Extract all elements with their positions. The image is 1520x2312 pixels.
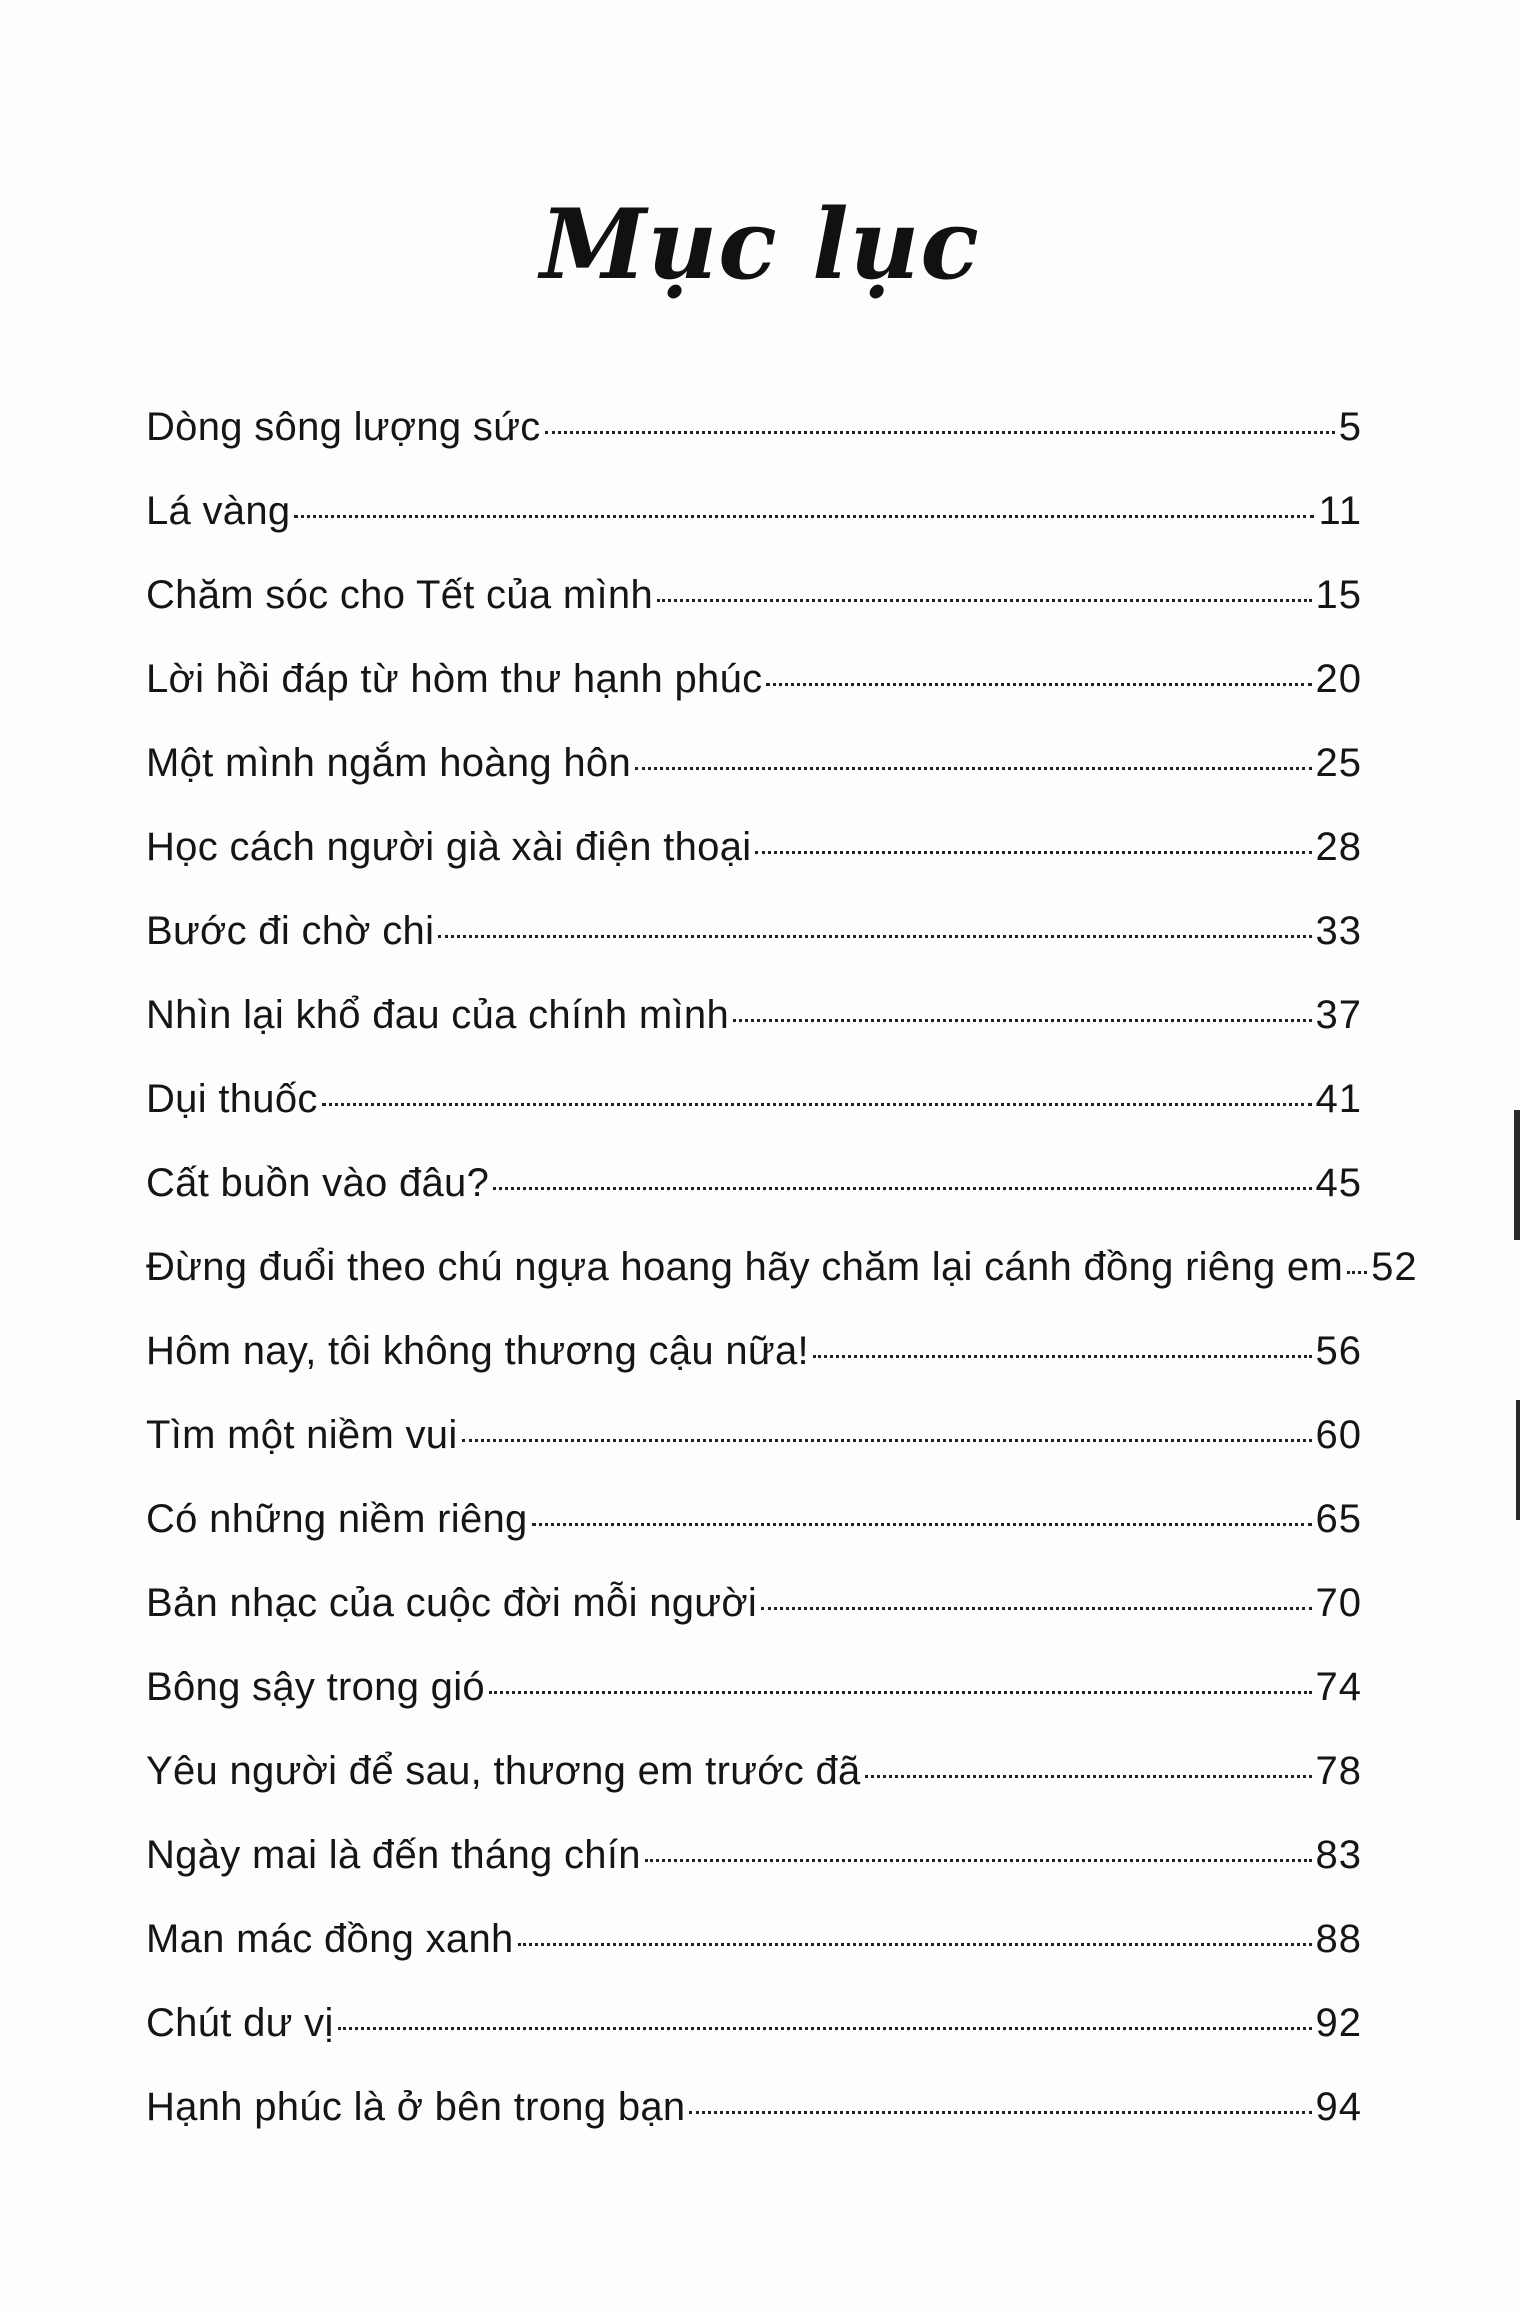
toc-entry-title: Một mình ngắm hoàng hôn [146, 741, 631, 785]
dot-leader [545, 431, 1335, 434]
toc-entry-title: Man mác đồng xanh [146, 1917, 514, 1961]
toc-entry [146, 657, 1362, 741]
toc-entry-page-number: 70 [1315, 1581, 1362, 1625]
toc-entry-title: Ngày mai là đến tháng chín [146, 1833, 641, 1877]
toc-entry [146, 1917, 1362, 2001]
toc-entry [146, 2001, 1362, 2085]
toc-entry-title: Cất buồn vào đâu? [146, 1161, 490, 1205]
toc-entry-title: Chăm sóc cho Tết của mình [146, 573, 653, 617]
toc-entry [146, 825, 1362, 909]
toc-entry-title: Dòng sông lượng sức [146, 405, 541, 449]
dot-leader [755, 851, 1311, 854]
toc-entry [146, 1749, 1362, 1833]
toc-entry [146, 1665, 1362, 1749]
toc-entry-page-number: 88 [1315, 1917, 1362, 1961]
toc-entry-page-number: 37 [1315, 993, 1362, 1037]
toc-entry-page-number: 65 [1315, 1497, 1362, 1541]
dot-leader [761, 1607, 1311, 1610]
page-edge-shadow [1516, 1400, 1520, 1520]
toc-entry-title: Dụi thuốc [146, 1077, 318, 1121]
toc-entry-page-number: 11 [1318, 489, 1362, 533]
toc-entry-page-number: 25 [1315, 741, 1362, 785]
dot-leader [865, 1775, 1312, 1778]
table-of-contents [146, 405, 1418, 2169]
toc-entry-page-number: 78 [1315, 1749, 1362, 1793]
toc-entry-title: Lá vàng [146, 489, 291, 533]
toc-entry [146, 741, 1362, 825]
dot-leader [518, 1943, 1312, 1946]
toc-entry-page-number: 45 [1315, 1161, 1362, 1205]
dot-leader [462, 1439, 1312, 1442]
toc-entry-page-number: 28 [1315, 825, 1362, 869]
toc-entry-page-number: 52 [1371, 1245, 1418, 1289]
toc-entry [146, 405, 1362, 489]
toc-entry [146, 2085, 1362, 2169]
toc-entry-title: Đừng đuổi theo chú ngựa hoang hãy chăm lại cánh đồng riêng em [146, 1245, 1344, 1289]
toc-entry-title: Lời hồi đáp từ hòm thư hạnh phúc [146, 657, 763, 701]
dot-leader [635, 767, 1312, 770]
dot-leader [1347, 1271, 1367, 1274]
toc-entry [146, 1161, 1362, 1245]
toc-entry-page-number: 33 [1315, 909, 1362, 953]
toc-entry-page-number: 74 [1315, 1665, 1362, 1709]
toc-entry-title: Yêu người để sau, thương em trước đã [146, 1749, 861, 1793]
toc-entry-title: Nhìn lại khổ đau của chính mình [146, 993, 729, 1037]
toc-entry [146, 573, 1362, 657]
dot-leader [733, 1019, 1312, 1022]
toc-entry-title: Bước đi chờ chi [146, 909, 435, 953]
dot-leader [813, 1355, 1312, 1358]
dot-leader [338, 2027, 1312, 2030]
toc-entry-title: Tìm một niềm vui [146, 1413, 458, 1457]
dot-leader [493, 1187, 1311, 1190]
page-title: Mục lục [540, 188, 980, 301]
toc-entry [146, 489, 1362, 573]
toc-entry-page-number: 15 [1315, 573, 1362, 617]
dot-leader [489, 1691, 1312, 1694]
toc-entry [146, 1413, 1362, 1497]
toc-entry-title: Bông sậy trong gió [146, 1665, 485, 1709]
toc-entry-page-number: 94 [1315, 2085, 1362, 2129]
toc-entry-title: Hạnh phúc là ở bên trong bạn [146, 2085, 686, 2129]
toc-entry [146, 993, 1362, 1077]
toc-entry [146, 1833, 1362, 1917]
toc-entry [146, 1245, 1418, 1329]
dot-leader [532, 1523, 1312, 1526]
toc-entry-page-number: 56 [1315, 1329, 1362, 1373]
toc-entry-page-number: 41 [1315, 1077, 1362, 1121]
dot-leader [766, 683, 1311, 686]
toc-entry-page-number: 60 [1315, 1413, 1362, 1457]
toc-entry-title: Bản nhạc của cuộc đời mỗi người [146, 1581, 758, 1625]
toc-entry-page-number: 92 [1315, 2001, 1362, 2045]
dot-leader [645, 1859, 1312, 1862]
toc-entry-page-number: 5 [1338, 405, 1362, 449]
toc-entry [146, 1329, 1362, 1413]
dot-leader [438, 935, 1311, 938]
dot-leader [657, 599, 1312, 602]
dot-leader [322, 1103, 1312, 1106]
dot-leader [294, 515, 1314, 518]
toc-entry [146, 1077, 1362, 1161]
toc-entry-page-number: 83 [1315, 1833, 1362, 1877]
dot-leader [689, 2111, 1311, 2114]
toc-entry [146, 1497, 1362, 1581]
page-edge-shadow [1514, 1110, 1520, 1240]
toc-entry [146, 909, 1362, 993]
toc-entry-title: Chút dư vị [146, 2001, 334, 2045]
toc-entry [146, 1581, 1362, 1665]
toc-entry-title: Học cách người già xài điện thoại [146, 825, 752, 869]
toc-entry-title: Có những niềm riêng [146, 1497, 528, 1541]
toc-entry-page-number: 20 [1315, 657, 1362, 701]
toc-entry-title: Hôm nay, tôi không thương cậu nữa! [146, 1329, 809, 1373]
